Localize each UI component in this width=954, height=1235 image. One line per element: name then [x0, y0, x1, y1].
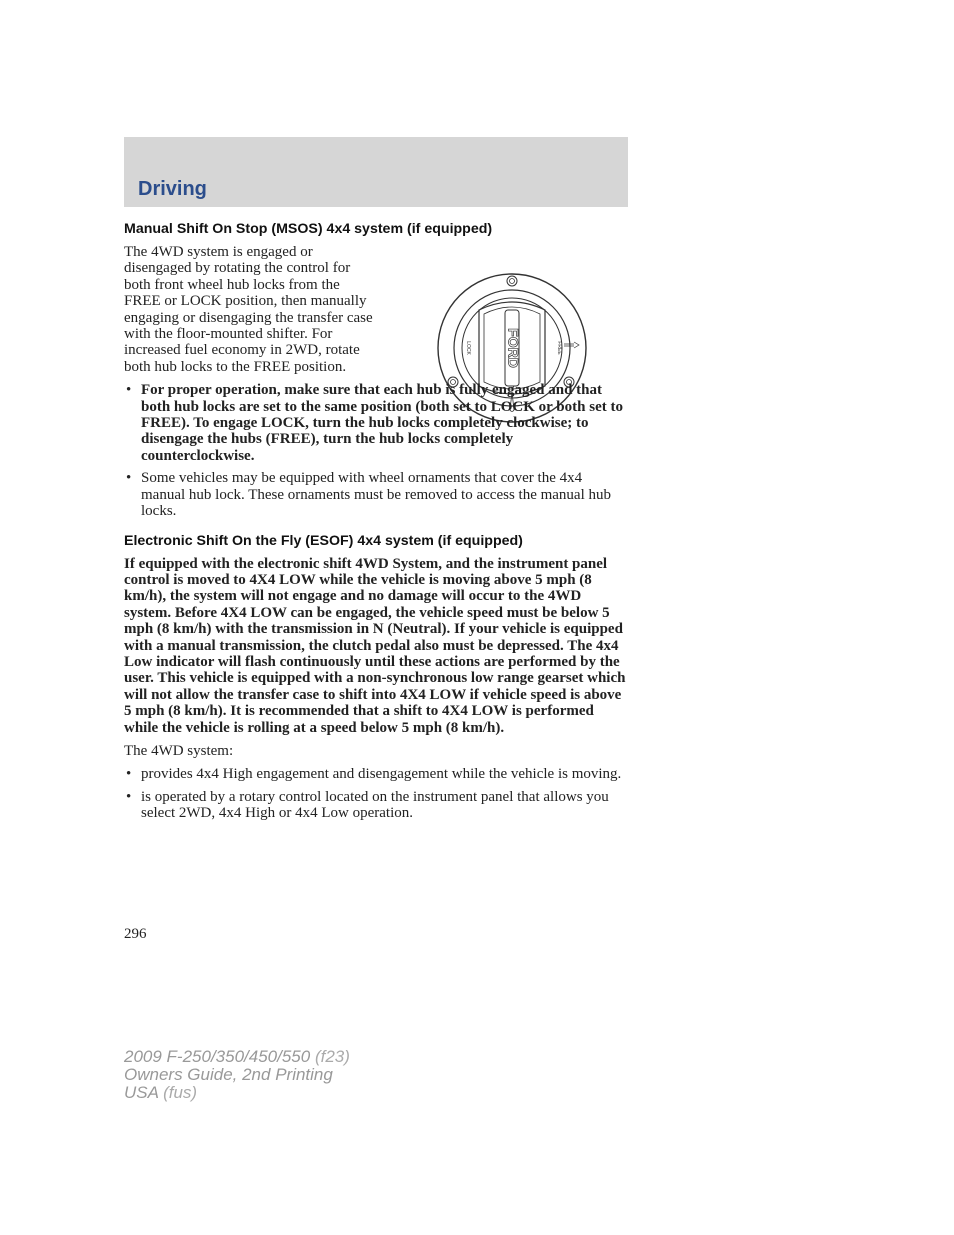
bullet-dot: • [126, 470, 132, 487]
footer-guide: Owners Guide, 2nd Printing [124, 1065, 333, 1084]
msos-bullets [124, 382, 628, 519]
footer-region-code: (fus) [163, 1083, 198, 1102]
esof-system-intro: The 4WD system: [124, 742, 234, 759]
msos-intro: The 4WD system is engaged or disengaged by rotating the control for both front wheel hub locks from the FREE or LOCK position, then manually engaging or disengaging the transfer case with the floor-mounted shifter. For increased fuel economy in 2WD, rotate both hub locks to the FREE position. [124, 244, 373, 375]
list-item [124, 382, 628, 464]
footer-region: USA [124, 1083, 159, 1102]
msos-heading: Manual Shift On Stop (MSOS) 4x4 system (if equipped) [124, 221, 493, 237]
esof-warning: If equipped with the electronic shift 4WD System, and the instrument panel control is moved to 4X4 LOW while the vehicle is moving above 5 mph (8 km/h), the system will not engage and no damage will occur to the 4WD system. Before 4X4 LOW can be engaged, the vehicle speed must be below 5 mph (8 km/h) with the transmission in N (Neutral). If your vehicle is equipped with a manual transmission, the clutch pedal also must be depressed. The 4x4 Low indicator will flash continuously until these actions are performed by the user. This vehicle is equipped with a non-synchronous low range gearset which will not allow the transfer case to shift into 4X4 LOW if vehicle speed is above 5 mph (8 km/h). It is recommended that a shift to 4X4 LOW is performed while the vehicle is rolling at a speed below 5 mph (8 km/h). [124, 555, 626, 736]
esof-bullet-1: provides 4x4 High engagement and disengagement while the vehicle is moving. [141, 766, 622, 783]
footer-model-code: (f23) [314, 1047, 350, 1066]
bullet-dot: • [126, 788, 132, 805]
bullet-dot: • [126, 382, 132, 399]
figure-label-lock: LOCK [465, 341, 471, 355]
esof-bullet-2: is operated by a rotary control located on the instrument panel that allows you select 2WD, 4x4 High or 4x4 Low operation. [141, 788, 609, 822]
figure-label-free: FREE [556, 341, 562, 355]
page-content [124, 220, 628, 829]
footer-line-model [124, 1048, 350, 1066]
esof-bullets [124, 766, 628, 821]
esof-heading: Electronic Shift On the Fly (ESOF) 4x4 system (if equipped) [124, 532, 523, 549]
list-item [124, 470, 628, 519]
page-number: 296 [124, 926, 147, 942]
bullet-dot: • [126, 766, 132, 783]
msos-bullet-1: For proper operation, make sure that each hub is fully engaged and that both hub locks are set to the same position (both set to LOCK or both set to FREE). To engage LOCK, turn the hub locks completely clockwise; to disengage the hubs (FREE), turn the hub locks completely counterclockwise. [141, 382, 623, 464]
footer [124, 1048, 350, 1102]
msos-bullet-2: Some vehicles may be equipped with wheel ornaments that cover the 4x4 manual hub lock. These ornaments must be removed to access the manual hub locks. [141, 470, 612, 520]
footer-model: 2009 F-250/350/450/550 [124, 1047, 311, 1066]
msos-intro-block [124, 244, 628, 375]
figure-logo: FORD [505, 328, 522, 368]
list-item [124, 789, 628, 822]
list-item [124, 766, 628, 782]
footer-line-region [124, 1084, 350, 1102]
section-title: Driving [138, 178, 207, 200]
